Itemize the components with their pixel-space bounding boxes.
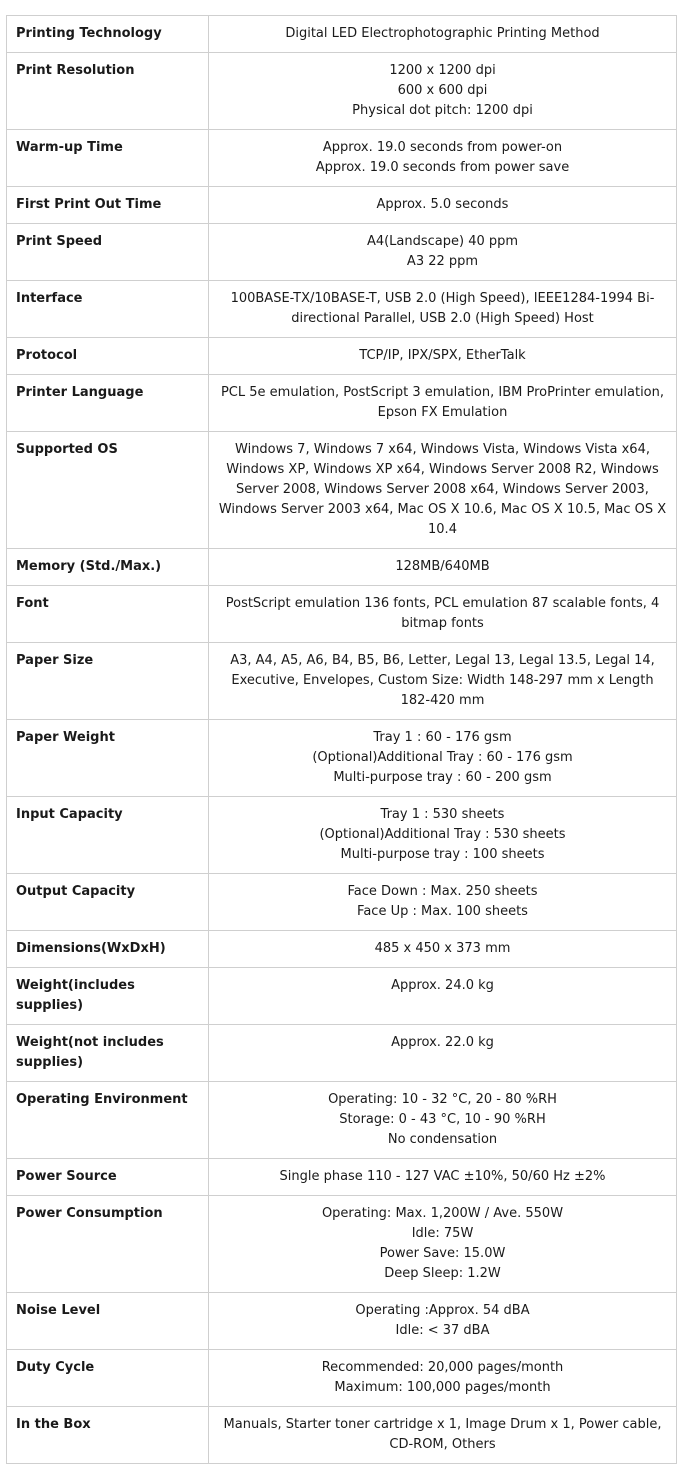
spec-label: Printer Language [7,375,209,432]
spec-label: Printing Technology [7,16,209,53]
spec-value-line: Maximum: 100,000 pages/month [334,1380,551,1395]
spec-value [209,549,677,586]
spec-value-line: Operating: 10 - 32 °C, 20 - 80 %RH [328,1092,557,1107]
spec-value-line: Approx. 5.0 seconds [376,197,509,212]
spec-value [209,1082,677,1159]
spec-value-line: (Optional)Additional Tray : 530 sheets [319,827,566,842]
spec-value [209,968,677,1025]
spec-label: Operating Environment [7,1082,209,1159]
spec-label: Print Resolution [7,53,209,130]
spec-label: Weight(not includes supplies) [7,1025,209,1082]
spec-value-line: A3 22 ppm [406,254,479,269]
spec-value-line: Storage: 0 - 43 °C, 10 - 90 %RH [339,1112,546,1127]
spec-value-line: Power Save: 15.0W [379,1246,506,1261]
spec-label: Font [7,586,209,643]
spec-label: Power Source [7,1159,209,1196]
spec-value-line: Idle: 75W [411,1226,474,1241]
spec-value [209,375,677,432]
spec-value [209,130,677,187]
spec-label: Warm-up Time [7,130,209,187]
spec-row [7,1407,677,1464]
spec-value-line: TCP/IP, IPX/SPX, EtherTalk [359,348,526,363]
spec-label: Memory (Std./Max.) [7,549,209,586]
spec-row [7,1196,677,1293]
spec-label: Print Speed [7,224,209,281]
specifications-table [6,15,677,1464]
spec-value-line: 128MB/640MB [395,559,490,574]
spec-value-line: Manuals, Starter toner cartridge x 1, Image Drum x 1, Power cable, CD-ROM, Others [223,1417,662,1452]
spec-value-line: Multi-purpose tray : 60 - 200 gsm [333,770,552,785]
spec-row [7,643,677,720]
spec-row [7,432,677,549]
spec-value [209,931,677,968]
spec-value-line: Operating :Approx. 54 dBA [355,1303,530,1318]
spec-row [7,586,677,643]
spec-value [209,643,677,720]
spec-value-line: PCL 5e emulation, PostScript 3 emulation, IBM ProPrinter emulation, Epson FX Emulation [220,385,665,420]
spec-label: Supported OS [7,432,209,549]
spec-value-line: PostScript emulation 136 fonts, PCL emulation 87 scalable fonts, 4 bitmap fonts [225,596,660,631]
spec-value [209,1293,677,1350]
spec-row [7,1350,677,1407]
spec-value [209,1159,677,1196]
spec-label: Input Capacity [7,797,209,874]
spec-value [209,224,677,281]
spec-row [7,549,677,586]
spec-value-line: Tray 1 : 60 - 176 gsm [373,730,512,745]
spec-value-line: 1200 x 1200 dpi [389,63,496,78]
spec-value [209,187,677,224]
spec-value-line: Approx. 24.0 kg [391,978,494,993]
spec-row [7,130,677,187]
spec-row [7,1159,677,1196]
spec-label: Output Capacity [7,874,209,931]
spec-label: In the Box [7,1407,209,1464]
spec-row [7,874,677,931]
spec-row [7,720,677,797]
spec-value-line: Tray 1 : 530 sheets [380,807,505,822]
spec-value-line: Digital LED Electrophotographic Printing Method [285,26,600,41]
spec-value [209,1407,677,1464]
spec-row [7,968,677,1025]
specifications-table-body [7,16,677,1464]
spec-row [7,931,677,968]
spec-value [209,797,677,874]
spec-value [209,338,677,375]
spec-row [7,53,677,130]
spec-value [209,1350,677,1407]
spec-value-line: 600 x 600 dpi [397,83,488,98]
spec-row [7,187,677,224]
spec-value-line: Face Up : Max. 100 sheets [357,904,528,919]
spec-value-line: Windows 7, Windows 7 x64, Windows Vista, Windows Vista x64, Windows XP, Windows XP x64, Windows Server 2008 R2, Windows Server 2008, Windows Server 2008 x64, Windows Server 2003, Windows Server 2003 x64, Mac OS X 10.6, Mac OS X 10.5, Mac OS X 10.4 [218,442,667,537]
spec-label: Paper Size [7,643,209,720]
spec-label: Interface [7,281,209,338]
spec-value [209,720,677,797]
spec-value-line: Approx. 19.0 seconds from power save [315,160,570,175]
spec-value-line: Face Down : Max. 250 sheets [347,884,538,899]
spec-value-line: Approx. 19.0 seconds from power-on [322,140,563,155]
spec-label: First Print Out Time [7,187,209,224]
spec-label: Dimensions(WxDxH) [7,931,209,968]
spec-value [209,432,677,549]
spec-label: Duty Cycle [7,1350,209,1407]
spec-value-line: A4(Landscape) 40 ppm [366,234,519,249]
spec-label: Power Consumption [7,1196,209,1293]
spec-value-line: (Optional)Additional Tray : 60 - 176 gsm [312,750,573,765]
spec-label: Weight(includes supplies) [7,968,209,1025]
spec-value-line: A3, A4, A5, A6, B4, B5, B6, Letter, Legal 13, Legal 13.5, Legal 14, Executive, Envelopes, Custom Size: Width 148-297 mm x Length 182-420 mm [230,653,655,708]
spec-value-line: No condensation [387,1132,498,1147]
spec-value-line: 485 x 450 x 373 mm [374,941,511,956]
spec-row [7,281,677,338]
spec-value [209,874,677,931]
spec-value-line: 100BASE-TX/10BASE-T, USB 2.0 (High Speed), IEEE1284-1994 Bi-directional Parallel, USB 2.0 (High Speed) Host [230,291,655,326]
spec-row [7,338,677,375]
spec-value-line: Operating: Max. 1,200W / Ave. 550W [321,1206,564,1221]
spec-label: Paper Weight [7,720,209,797]
spec-value-line: Physical dot pitch: 1200 dpi [352,103,533,118]
spec-row [7,1293,677,1350]
spec-value-line: Idle: < 37 dBA [395,1323,490,1338]
spec-value-line: Multi-purpose tray : 100 sheets [340,847,545,862]
spec-row [7,16,677,53]
spec-value-line: Recommended: 20,000 pages/month [321,1360,564,1375]
spec-row [7,1025,677,1082]
spec-value [209,1196,677,1293]
spec-label: Noise Level [7,1293,209,1350]
spec-row [7,224,677,281]
spec-row [7,375,677,432]
spec-value [209,281,677,338]
spec-value [209,16,677,53]
spec-value [209,1025,677,1082]
spec-label: Protocol [7,338,209,375]
spec-value [209,586,677,643]
spec-value [209,53,677,130]
spec-row [7,797,677,874]
spec-value-line: Single phase 110 - 127 VAC ±10%, 50/60 Hz ±2% [279,1169,606,1184]
spec-row [7,1082,677,1159]
spec-value-line: Approx. 22.0 kg [391,1035,494,1050]
spec-value-line: Deep Sleep: 1.2W [384,1266,501,1281]
